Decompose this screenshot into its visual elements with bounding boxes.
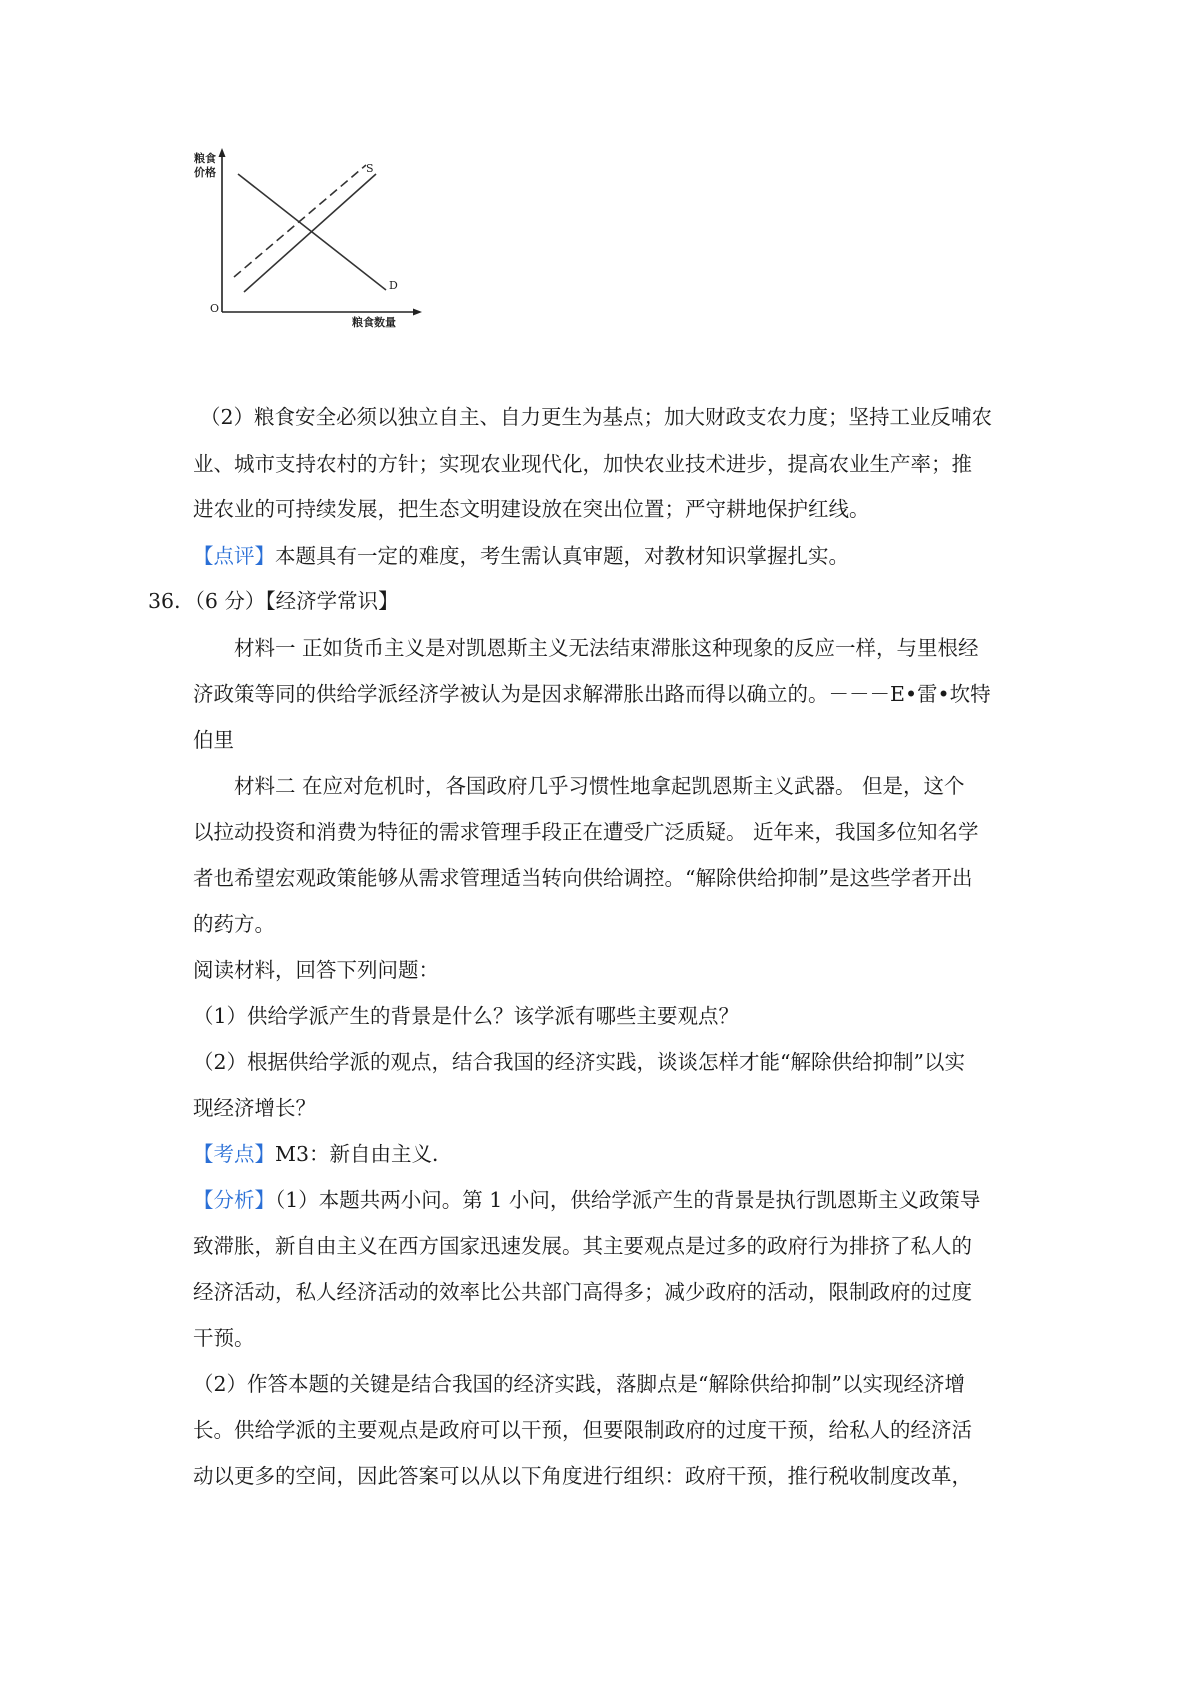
material2-line-1: 材料二 在应对危机时，各国政府几乎习惯性地拿起凯恩斯主义武器。 但是，这个 — [234, 774, 965, 798]
y-axis-label-1: 粮食 — [194, 152, 216, 165]
material2-line-4: 的药方。 — [193, 912, 275, 936]
question-1: （1）供给学派产生的背景是什么？该学派有哪些主要观点？ — [193, 1004, 740, 1028]
question-36-heading: 36．（6 分）【经济学常识】 — [148, 589, 399, 613]
shifted-supply-curve — [234, 165, 366, 277]
fenxi-tag: 【分析】 — [193, 1188, 275, 1212]
question-2-line-1: （2）根据供给学派的观点，结合我国的经济实践，谈谈怎样才能“解除供给抑制”以实 — [193, 1050, 966, 1074]
origin-label: O — [210, 302, 220, 315]
fenxi-part2-line-2: 长。供给学派的主要观点是政府可以干预，但要限制政府的过度干预，给私人的经济活 — [193, 1418, 972, 1442]
instruction: 阅读材料，回答下列问题： — [193, 958, 439, 982]
supply-curve — [244, 174, 376, 292]
material1-line-3: 伯里 — [193, 728, 234, 752]
review-text: 本题具有一定的难度，考生需认真审题，对教材知识掌握扎实。 — [275, 544, 849, 568]
material2-line-3: 者也希望宏观政策能够从需求管理适当转向供给调控。“解除供给抑制”是这些学者开出 — [193, 866, 973, 890]
answer2-line-2: 业、城市支持农村的方针；实现农业现代化，加快农业技术进步，提高农业生产率；推 — [193, 452, 972, 476]
answer2-line-3: 进农业的可持续发展，把生态文明建设放在突出位置；严守耕地保护红线。 — [193, 497, 870, 521]
fenxi-line-1 — [193, 1185, 980, 1215]
supply-label: S — [366, 162, 374, 175]
material2-line-2: 以拉动投资和消费为特征的需求管理手段正在遭受广泛质疑。 近年来，我国多位知名学 — [193, 820, 979, 844]
kaodian-text: M3：新自由主义． — [275, 1142, 453, 1166]
fenxi-part2-line-3: 动以更多的空间，因此答案可以从以下角度进行组织：政府干预，推行税收制度改革， — [193, 1464, 972, 1488]
demand-label: D — [389, 279, 398, 292]
fenxi-line-4: 干预。 — [193, 1326, 255, 1350]
fenxi-line-2: 致滞胀，新自由主义在西方国家迅速发展。其主要观点是过多的政府行为排挤了私人的 — [193, 1234, 972, 1258]
material1-line-2: 济政策等同的供给学派经济学被认为是因求解滞胀出路而得以确立的。－－－E•雷•坎特 — [193, 682, 991, 706]
fenxi-part2-line-1: （2）作答本题的关键是结合我国的经济实践，落脚点是“解除供给抑制”以实现经济增 — [193, 1372, 966, 1396]
kaodian-tag: 【考点】 — [193, 1142, 275, 1166]
material1-line-1: 材料一 正如货币主义是对凯恩斯主义无法结束滞胀这种现象的反应一样，与里根经 — [234, 636, 979, 660]
y-axis-arrow — [219, 148, 226, 157]
kaodian-line — [193, 1139, 453, 1169]
review-tag: 【点评】 — [193, 544, 275, 568]
review-line — [193, 541, 849, 571]
y-axis-label-2: 价格 — [194, 166, 216, 179]
fenxi-line-3: 经济活动，私人经济活动的效率比公共部门高得多；减少政府的活动，限制政府的过度 — [193, 1280, 972, 1304]
answer2-line-1: （2）粮食安全必须以独立自主、自力更生为基点；加大财政支农力度；坚持工业反哺农 — [200, 405, 993, 429]
x-axis-arrow — [413, 309, 422, 316]
x-axis-label: 粮食数量 — [352, 316, 396, 329]
fenxi-first-line: （1）本题共两小问。第 1 小问，供给学派产生的背景是执行凯恩斯主义政策导 — [275, 1188, 981, 1212]
supply-demand-diagram — [194, 146, 430, 366]
question-2-line-2: 现经济增长？ — [193, 1096, 316, 1120]
